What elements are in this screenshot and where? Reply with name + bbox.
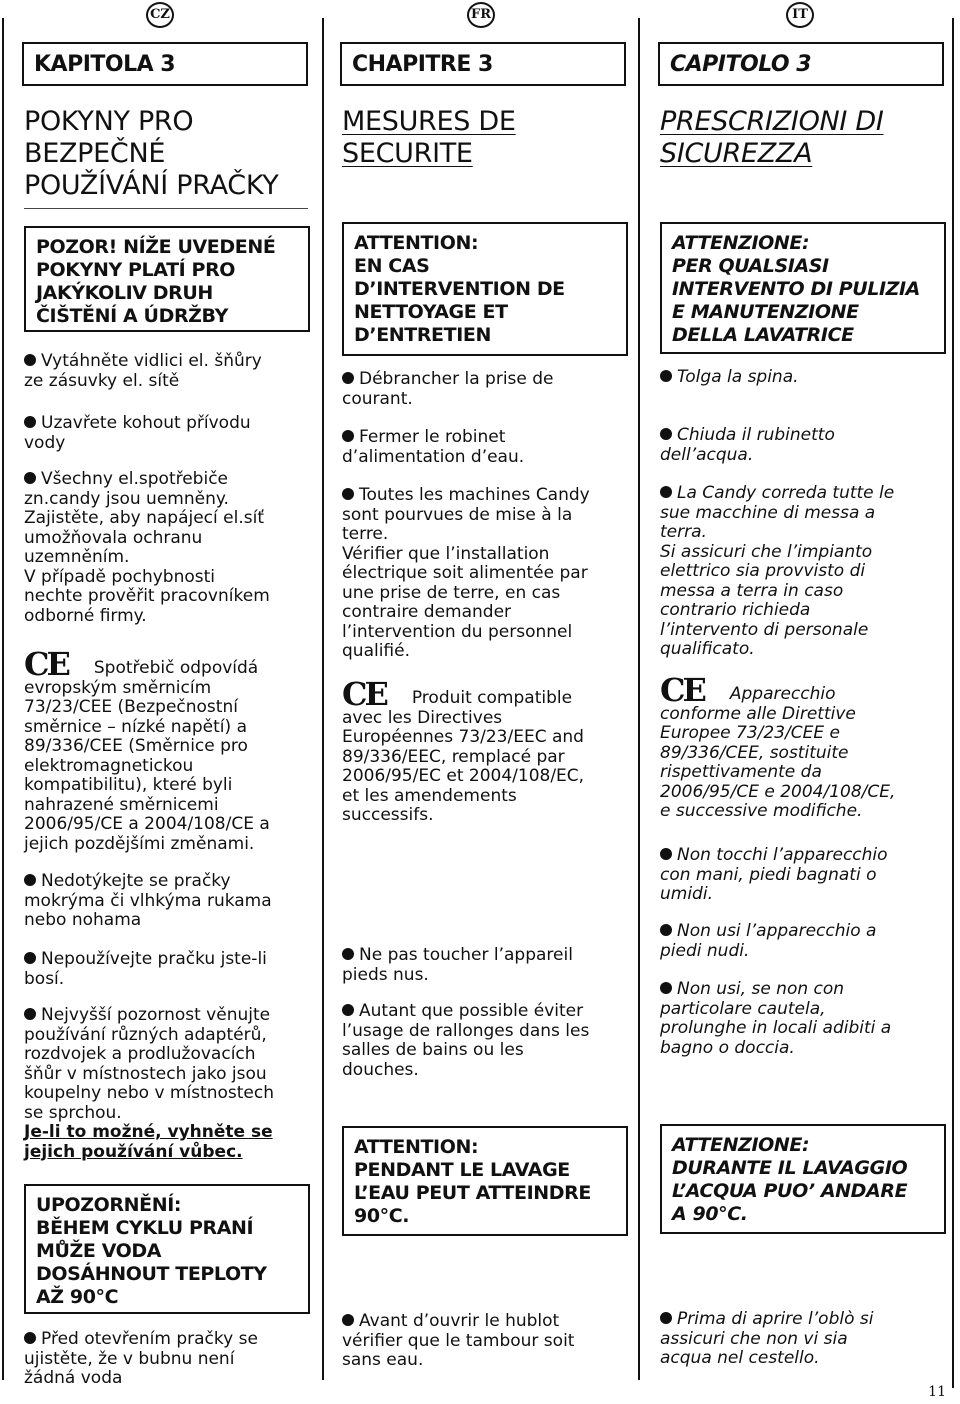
ce-mark-icon: CE bbox=[24, 645, 68, 683]
bullet-icon bbox=[660, 486, 672, 498]
warning-box: ATTENTION: EN CAS D’INTERVENTION DE NETTOYAGE ET D’ENTRETIEN bbox=[342, 222, 628, 356]
ce-conformity-text: CE Spotřebič odpovídá evropským směrnicím 73/23/CEE (Bezpečnostní směrnice – nízké napětí) a 89/336/CEE (Směrnice pro elektromagnetickou kompatibilitu), které byli nahrazené směrnicemi 2006/95/CE a 2004/108/CE a jejich pozdějšími změnami. bbox=[24, 645, 270, 854]
bullet-icon bbox=[660, 370, 672, 382]
language-badge-it: IT bbox=[786, 2, 814, 28]
chapter-heading: CHAPITRE 3 bbox=[340, 42, 626, 86]
list-item: Ne pas toucher l’appareil pieds nus. bbox=[342, 945, 573, 985]
list-item: Nepoužívejte pračku jste-li bosí. bbox=[24, 949, 267, 989]
bullet-icon bbox=[24, 1008, 36, 1020]
bullet-icon bbox=[342, 948, 354, 960]
list-item: Avant d’ouvrir le hublot vérifier que le tambour soit sans eau. bbox=[342, 1311, 575, 1370]
list-item: Nejvyšší pozornost věnujte používání různých adaptérů, rozdvojek a prodlužovacích šňůr v místnostech jako jsou koupelny nebo v místnostech se sprchou. Je-li to možné, vyhněte se jejich používání vůbec. bbox=[24, 1005, 275, 1162]
list-item: Fermer le robinet d’alimentation d’eau. bbox=[342, 427, 525, 467]
bullet-icon bbox=[660, 924, 672, 936]
emphasis-note: Je-li to možné, vyhněte se jejich používání vůbec. bbox=[24, 1122, 273, 1162]
ce-conformity-text: CE Apparecchio conforme alle Direttive Europee 73/23/CEE e 89/336/CEE, sostituite rispettivamente da 2006/95/CE e 2004/108/CE, e successive modifiche. bbox=[660, 671, 896, 821]
right-border bbox=[952, 18, 954, 1388]
bullet-icon bbox=[24, 354, 36, 366]
left-border bbox=[2, 18, 4, 1380]
list-item: Prima di aprire l’oblò si assicuri che non vi sia acqua nel cestello. bbox=[660, 1309, 874, 1368]
warning-box: POZOR! NÍŽE UVEDENÉ POKYNY PLATÍ PRO JAKÝKOLIV DRUH ČIŠTĚNÍ A ÚDRŽBY bbox=[24, 226, 310, 332]
bullet-icon bbox=[24, 416, 36, 428]
bullet-icon bbox=[342, 1314, 354, 1326]
page-number: 11 bbox=[928, 1384, 946, 1400]
ce-mark-icon: CE bbox=[660, 671, 704, 709]
bullet-icon bbox=[342, 488, 354, 500]
list-item: Všechny el.spotřebiče zn.candy jsou uemněny. Zajistěte, aby napájecí el.síť umožňovala ochranu uzemněním. V případě pochybnosti nechte prověřit pracovníkem odborné firmy. bbox=[24, 469, 270, 626]
bullet-icon bbox=[342, 372, 354, 384]
bullet-icon bbox=[342, 1004, 354, 1016]
bullet-icon bbox=[660, 982, 672, 994]
bullet-icon bbox=[24, 952, 36, 964]
language-badge-cz: CZ bbox=[146, 2, 174, 28]
bullet-icon bbox=[342, 430, 354, 442]
list-item: Uzavřete kohout přívodu vody bbox=[24, 413, 251, 453]
column-divider-2 bbox=[638, 18, 640, 1380]
list-item: Tolga la spina. bbox=[660, 368, 946, 388]
language-badge-fr: FR bbox=[467, 2, 495, 28]
chapter-heading: CAPITOLO 3 bbox=[658, 42, 944, 86]
list-item: Autant que possible éviter l’usage de rallonges dans les salles de bains ou les douches. bbox=[342, 1001, 590, 1080]
section-title: PRESCRIZIONI DI SICUREZZA bbox=[660, 106, 884, 169]
section-title: MESURES DE SECURITE bbox=[342, 106, 516, 169]
bullet-icon bbox=[660, 1312, 672, 1324]
warning-box: ATTENZIONE: PER QUALSIASI INTERVENTO DI PULIZIA E MANUTENZIONE DELLA LAVATRICE bbox=[660, 222, 946, 354]
list-item: Non tocchi l’apparecchio con mani, piedi bagnati o umidi. bbox=[660, 845, 888, 904]
bullet-icon bbox=[24, 1332, 36, 1344]
column-divider-1 bbox=[322, 18, 324, 1380]
chapter-heading: KAPITOLA 3 bbox=[22, 42, 308, 86]
list-item: Nedotýkejte se pračky mokrýma či vlhkýma rukama nebo nohama bbox=[24, 871, 272, 930]
list-item: Před otevřením pračky se ujistěte, že v bubnu není žádná voda bbox=[24, 1329, 258, 1388]
ce-mark-icon: CE bbox=[342, 675, 386, 713]
bullet-icon bbox=[24, 472, 36, 484]
temperature-warning-box: UPOZORNĚNÍ: BĚHEM CYKLU PRANÍ MŮŽE VODA DOSÁHNOUT TEPLOTY AŽ 90°C bbox=[24, 1184, 310, 1314]
bullet-icon bbox=[24, 874, 36, 886]
list-item: La Candy correda tutte le sue macchine di messa a terra. Si assicuri che l’impianto elettrico sia provvisto di messa a terra in caso contrario richieda l’intervento di personale qualificato. bbox=[660, 483, 895, 659]
bullet-icon bbox=[660, 428, 672, 440]
list-item: Chiuda il rubinetto dell’acqua. bbox=[660, 425, 835, 465]
bullet-icon bbox=[660, 848, 672, 860]
section-title: POKYNY PRO BEZPEČNÉ POUŽÍVÁNÍ PRAČKY bbox=[24, 106, 308, 209]
temperature-warning-box: ATTENTION: PENDANT LE LAVAGE L’EAU PEUT ATTEINDRE 90°C. bbox=[342, 1126, 628, 1236]
list-item: Débrancher la prise de courant. bbox=[342, 369, 554, 409]
list-item: Toutes les machines Candy sont pourvues de mise à la terre. Vérifier que l’installation électrique soit alimentée par une prise de terre, en cas contraire demander l’intervention du personnel qualifié. bbox=[342, 485, 590, 661]
ce-conformity-text: CE Produit compatible avec les Directives Européennes 73/23/EEC and 89/336/EEC, remplacé par 2006/95/EC et 2004/108/EC, et les amendements successifs. bbox=[342, 675, 585, 825]
list-item: Non usi, se non con particolare cautela, prolunghe in locali adibiti a bagno o doccia. bbox=[660, 979, 892, 1058]
list-item: Vytáhněte vidlici el. šňůry ze zásuvky el. sítě bbox=[24, 351, 262, 391]
list-item: Non usi l’apparecchio a piedi nudi. bbox=[660, 921, 877, 961]
temperature-warning-box: ATTENZIONE: DURANTE IL LAVAGGIO L’ACQUA PUO’ ANDARE A 90°C. bbox=[660, 1124, 946, 1234]
